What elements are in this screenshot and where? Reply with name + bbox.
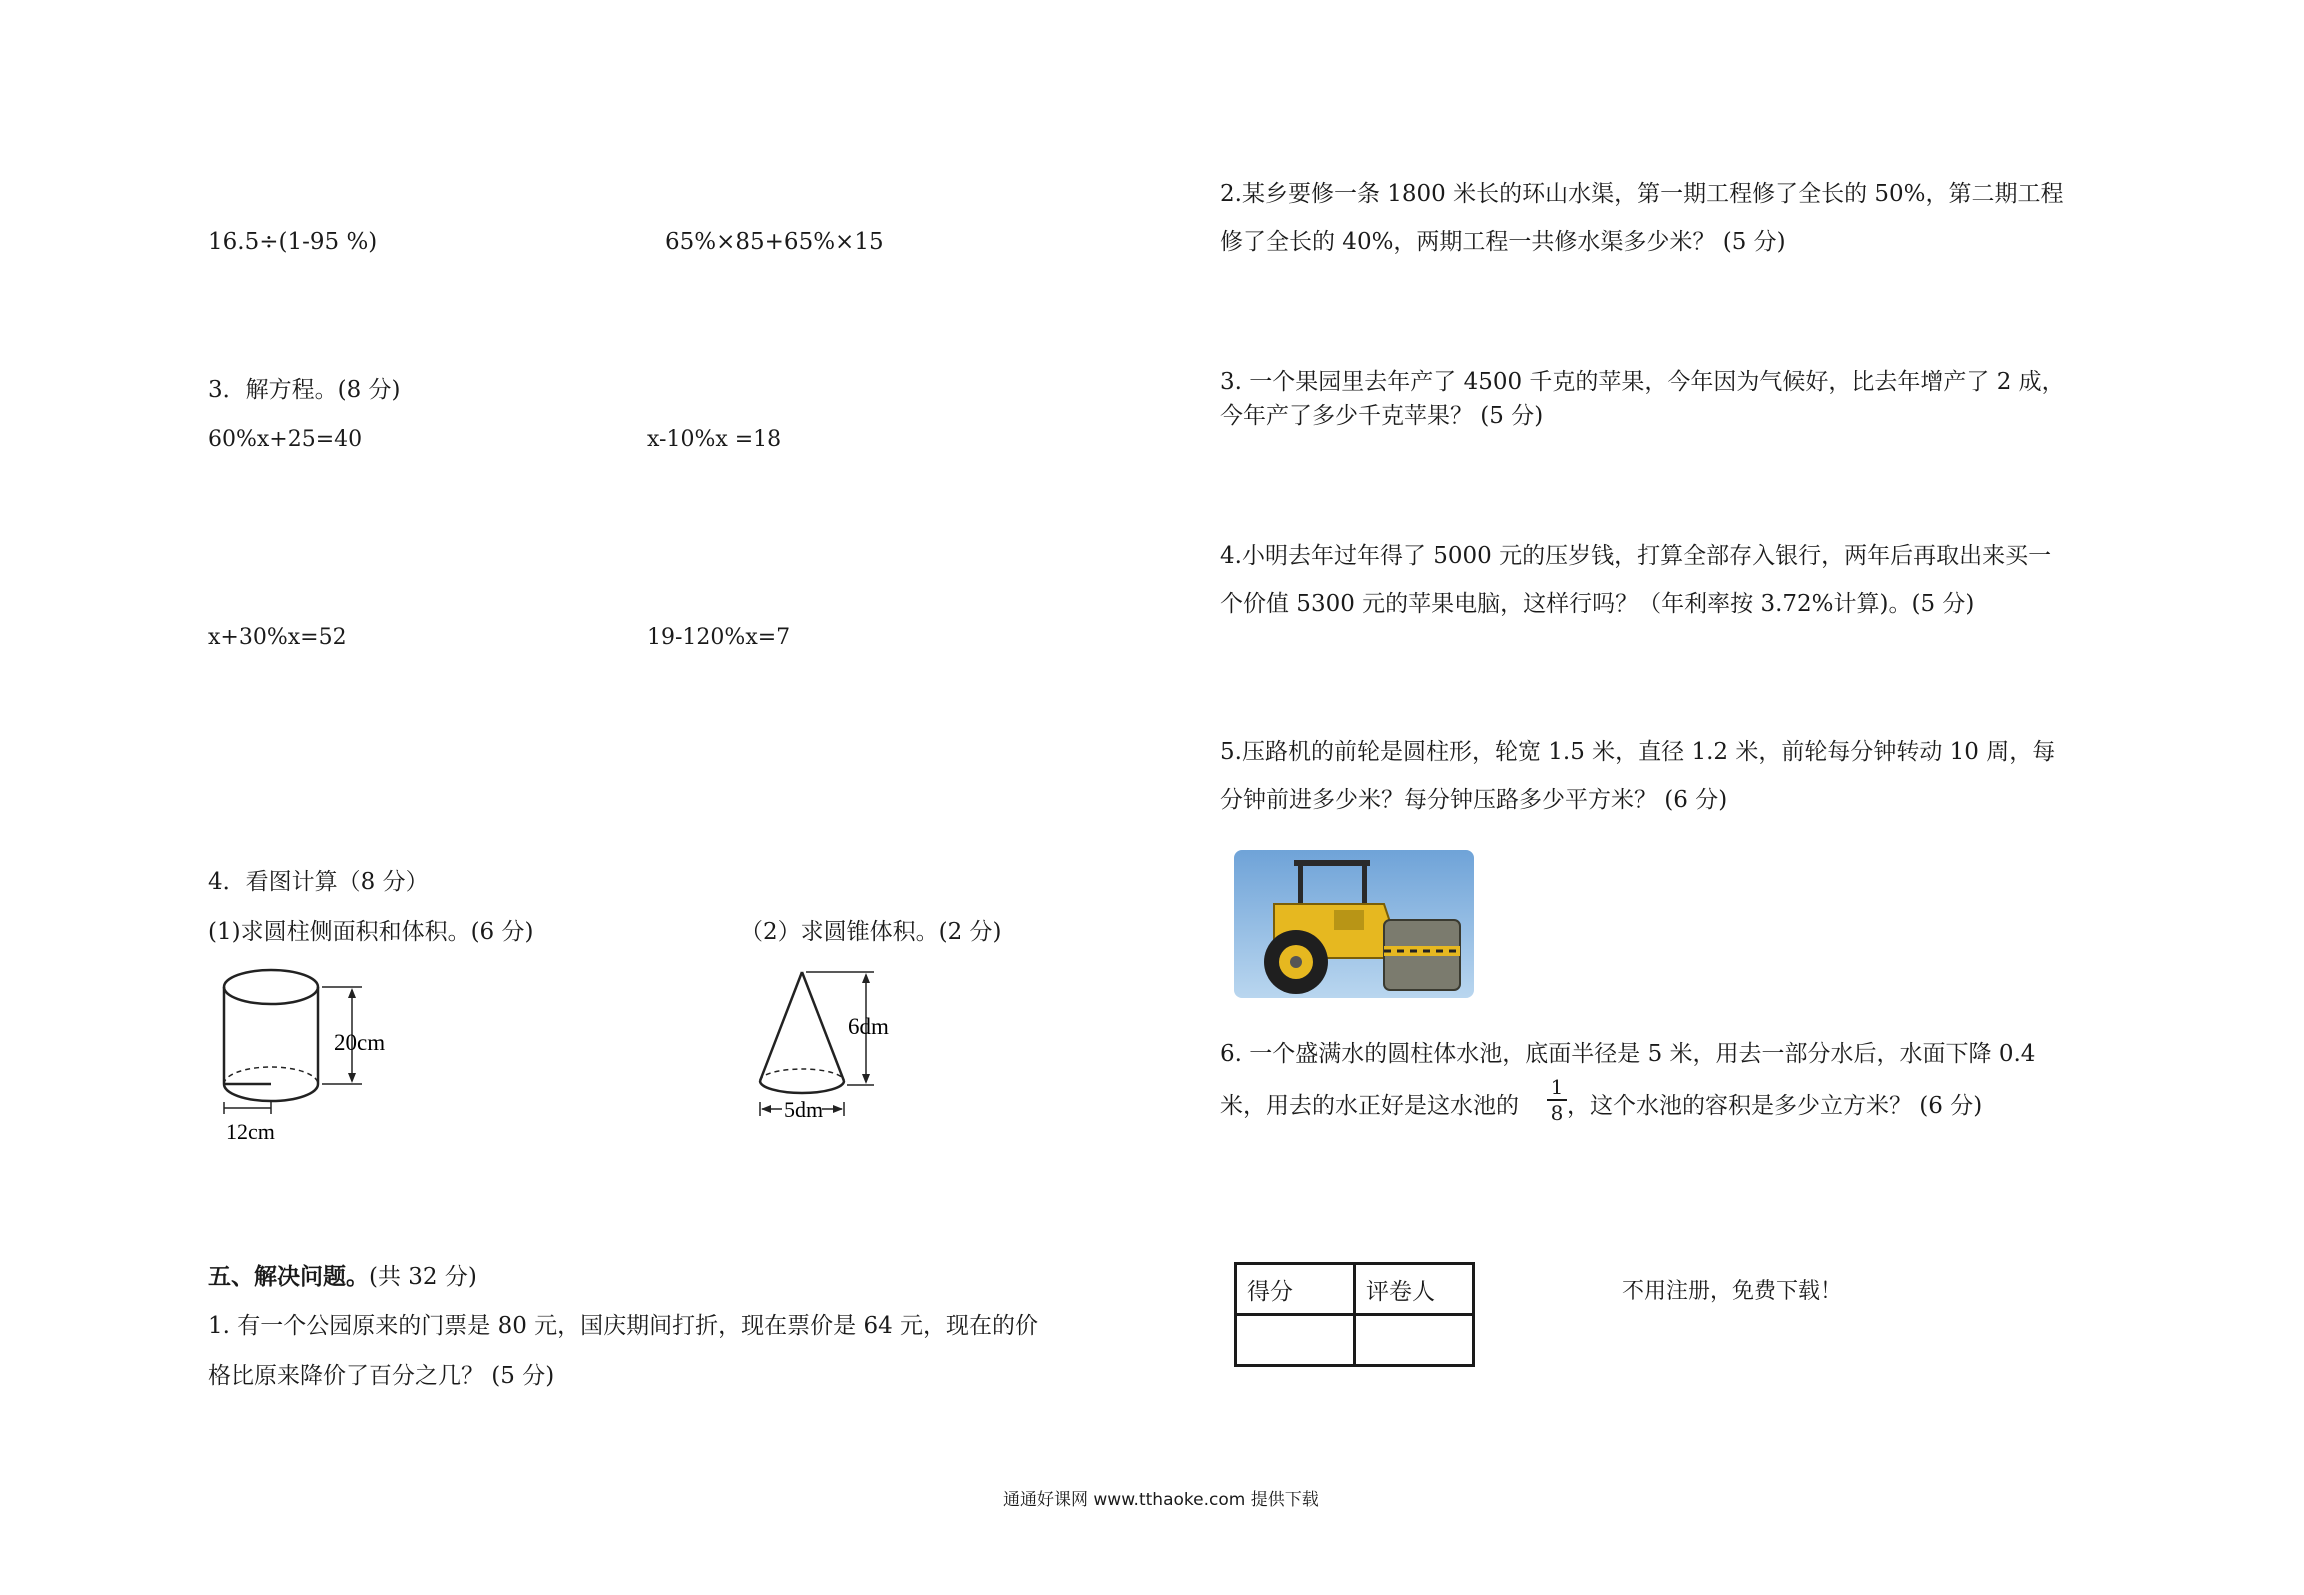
r-q6-line1: 6. 一个盛满水的圆柱体水池，底面半径是 5 米，用去一部分水后，水面下降 0.4 [1220, 1041, 2036, 1067]
free-download-note: 不用注册，免费下载！ [1622, 1279, 1843, 1304]
r-q2-line2: 修了全长的 40%，两期工程一共修水渠多少米？ (5 分) [1220, 229, 1786, 255]
cone-figure [752, 966, 912, 1146]
r-q3-line2: 今年产了多少千克苹果？ (5 分) [1220, 403, 1544, 429]
r-q2-line1: 2.某乡要修一条 1800 米长的环山水渠，第一期工程修了全长的 50%，第二期工程 [1220, 181, 2064, 207]
grader-header: 评卷人 [1355, 1264, 1474, 1315]
equation-3: x+30%x=52 [208, 625, 347, 650]
r-q5-line1: 5.压路机的前轮是圆柱形，轮宽 1.5 米，直径 1.2 米，前轮每分钟转动 10 周，每 [1220, 739, 2056, 765]
score-table [1234, 1262, 1475, 1367]
cylinder-figure [222, 962, 402, 1147]
q4-sub2: （2）求圆锥体积。(2 分) [740, 919, 1002, 945]
r-q6-line2b: ，这个水池的容积是多少立方米？ (6 分) [1567, 1093, 1983, 1119]
q3-title: 3．解方程。(8 分) [208, 377, 401, 403]
equation-1: 60%x+25=40 [208, 427, 363, 452]
cone-height-label: 6dm [848, 1014, 889, 1039]
r-q5-line2: 分钟前进多少米？每分钟压路多少平方米？ (6 分) [1220, 787, 1728, 813]
q4-title: 4．看图计算（8 分） [208, 869, 429, 895]
cylinder-radius-label: 12cm [226, 1119, 275, 1144]
section5-points: (共 32 分) [369, 1264, 477, 1290]
section5-heading-line [208, 1263, 477, 1291]
calc-item-2: 65%×85+65%×15 [665, 229, 884, 255]
cylinder-height-label: 20cm [334, 1030, 386, 1055]
r-q6-line2a: 米，用去的水正好是这水池的 [1220, 1093, 1519, 1119]
equation-4: 19-120%x=7 [647, 625, 791, 650]
q6-fraction [1547, 1076, 1567, 1124]
q4-sub1: (1)求圆柱侧面积和体积。(6 分) [208, 919, 534, 945]
equation-2: x-10%x =18 [647, 427, 782, 452]
footer-credit: 通通好课网 www.tthaoke.com 提供下载 [1003, 1490, 1319, 1510]
s5-q1-line1: 1. 有一个公园原来的门票是 80 元，国庆期间打折，现在票价是 64 元，现在的价 [208, 1313, 1039, 1339]
q6-fraction-numerator: 1 [1550, 1075, 1564, 1099]
grader-cell [1355, 1315, 1474, 1366]
r-q4-line2: 个价值 5300 元的苹果电脑，这样行吗？（年利率按 3.72%计算)。(5 分) [1220, 591, 1975, 617]
score-cell [1236, 1315, 1355, 1366]
s5-q1-line2: 格比原来降价了百分之几？ (5 分) [208, 1363, 555, 1389]
section5-heading: 五、解决问题。 [208, 1263, 369, 1290]
calc-item-1: 16.5÷(1-95 %) [208, 229, 378, 255]
r-q3-line1: 3. 一个果园里去年产了 4500 千克的苹果，今年因为气候好，比去年增产了 2 成， [1220, 369, 2065, 395]
q6-fraction-denominator: 8 [1550, 1101, 1564, 1125]
score-header: 得分 [1236, 1264, 1355, 1315]
r-q4-line1: 4.小明去年过年得了 5000 元的压岁钱，打算全部存入银行，两年后再取出来买一 [1220, 543, 2052, 569]
cone-diameter-label: 5dm [784, 1097, 824, 1122]
road-roller-image [1234, 850, 1474, 998]
